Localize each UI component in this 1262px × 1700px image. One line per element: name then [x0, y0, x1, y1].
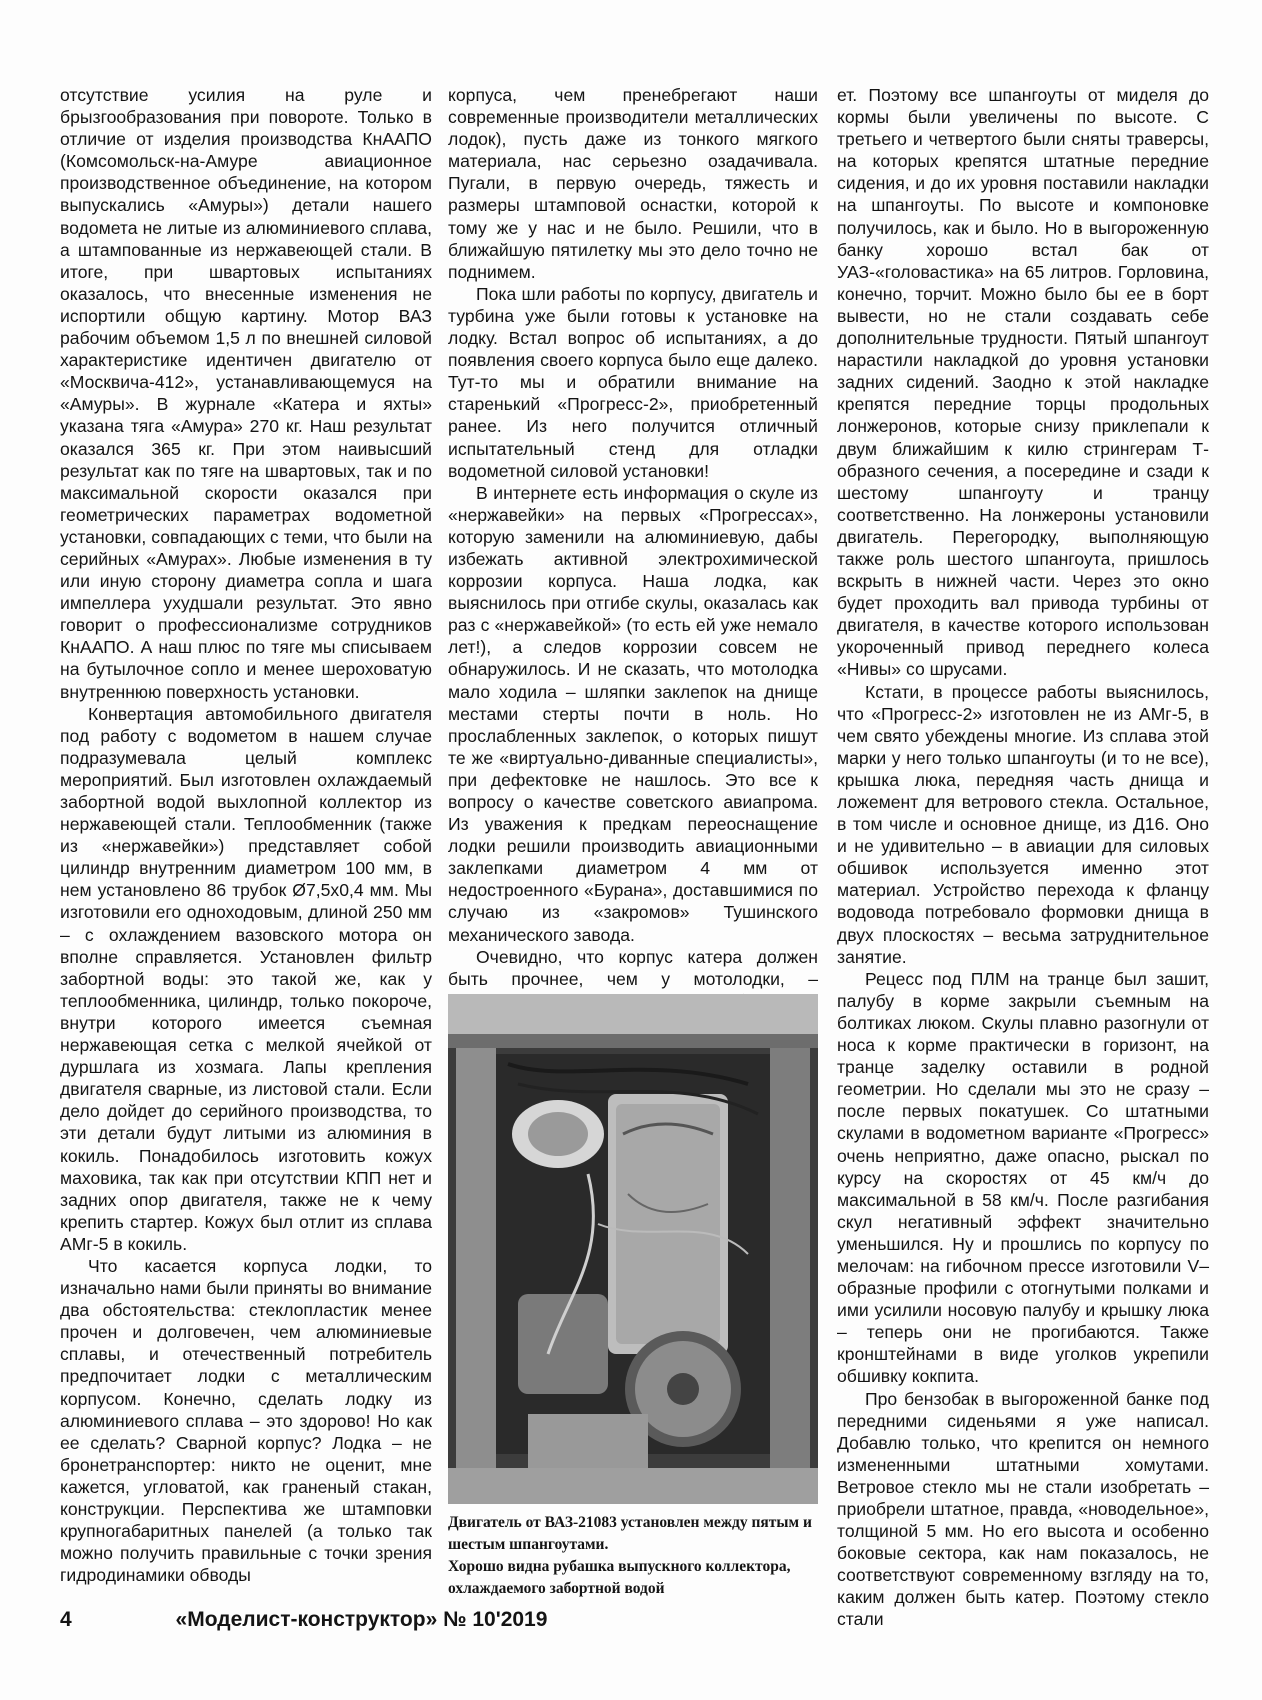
paragraph: корпуса, чем пренебрегают наши современные производители металлических лодок), пусть даже из тонкого мягкого материала, нас серьезно озадачивала. Пугали, в первую очередь, тяжесть и размеры штамповой оснастки, которой к тому же у нас и не было. Решили, что в ближайшую пятилетку мы это дело точно не поднимем.	[448, 85, 818, 282]
text-column-1	[60, 84, 432, 1586]
page-footer	[60, 1608, 547, 1632]
paragraph: Кстати, в процессе работы выяснилось, что «Прогресс-2» изготовлен не из АМг-5, в чем свято убеждены многие. Из сплава этой марки у него только шпангоуты (и то не все), крышка люка, передняя часть днища и ложемент для ветрового стекла. Остальное, в том числе и основное днище, из Д16. Оно и не удивительно – в авиации для силовых обшивок используется именно этот материал. Устройство перехода к фланцу водовода потребовало формовки днища в двух плоскостях – весьма затруднительное занятие.	[837, 681, 1209, 967]
paragraph: В интернете есть информация о скуле из «нержавейки» на первых «Прогрессах», которую заменили на алюминиевую, дабы избежать активной электрохимической коррозии корпуса. Наша лодка, как выяснилось при отгибе скулы, оказалась как раз с «нержавейкой» (то есть ей уже немало лет!), а следов коррозии совсем не обнаружилось. И не сказать, что мотолодка мало ходила – шляпки заклепок на днище местами стерты почти в ноль. Но прослабленных заклепок, о которых пишут те же «виртуально-диванные специалисты», при дефектовке не нашлось. Это все к вопросу о качестве советского авиапрома. Из уважения к предкам переоснащение лодки решили производить авиационными заклепками диаметром 4 мм от недостроенного «Бурана», доставшимися по случаю из «закромов» Тушинского механического завода.	[448, 482, 818, 945]
paragraph: ет. Поэтому все шпангоуты от миделя до кормы были увеличены по высоте. С третьего и четвертого были сняты траверсы, на которых крепятся штатные передние сидения, и до их уровня поставили накладки на шпангоуты. По высоте и компоновке получилось, как и было. Но в выгороженную банку хорошо встал бак от УАЗ-«головастика» на 65 литров. Горловина, конечно, торчит. Можно было бы ее в борт вывести, но не стали создавать себе дополнительные трудности. Пятый шпангоут нарастили накладкой до уровня установки задних сидений. Заодно к этой накладке крепятся передние торцы продольных лонжеронов, которые снизу приклепали к двум ближайшим к килю стрингерам Т-образного сечения, а посередине и сзади к шестому шпангоуту и транцу соответственно. На лонжероны установили двигатель. Перегородку, выполняющую также роль шестого шпангоута, пришлось вскрыть в нижней части. Через это окно будет проходить вал привода турбины от двигателя, в качестве которого использован укороченный привод переднего колеса «Нивы» со шрусами.	[837, 85, 1209, 680]
paragraph: отсутствие усилия на руле и брызгообразования при повороте. Только в отличие от изделия производства КнААПО (Комсомольск-на-Амуре авиационное производственное объединение, на котором выпускались «Амуры») детали нашего водомета не литые из алюминиевого сплава, а штампованные из нержавеющей стали. В итоге, при швартовых испытаниях оказалось, что внесенные изменения не испортили общую картину. Мотор ВАЗ рабочим объемом 1,5 л по внешней силовой характеристике идентичен двигателю от «Москвича-412», устанавливающемуся на «Амуры». В журнале «Катера и яхты» указана тяга «Амура» 270 кг. Наш результат оказался 365 кг. При этом наивысший результат как по тяге на швартовых, так и по максимальной скорости оказался при геометрических параметрах водометной установки, совпадающих с теми, что были на серийных «Амурах». Любые изменения в ту или иную сторону диаметра сопла и шага импеллера ухудшали результат. Это явно говорит о профессионализме сотрудников КнААПО. А наш плюс по тяге мы списываем на бутылочное сопло и менее шероховатую внутреннюю поверхность установки.	[60, 85, 432, 702]
text-column-3	[837, 84, 1209, 1631]
magazine-issue: «Моделист-конструктор» № 10'2019	[175, 1608, 548, 1631]
caption-line-2: Хорошо видна рубашка выпускного коллектора, охлаждаемого забортной водой	[448, 1558, 791, 1597]
paragraph: Про бензобак в выгороженной банке под передними сиденьями я уже написал. Добавлю только, что крепится он немного измененными штатными хомутами. Ветровое стекло мы не стали изобретать – приобрели штатное, правда, «новодельное», толщиной 5 мм. Но его высота и особенно боковые сектора, как нам показалось, не соответствуют современному взгляду на то, каким должен быть катер. Поэтому стекло стали	[837, 1388, 1209, 1630]
paragraph: Рецесс под ПЛМ на транце был зашит, палубу в корме закрыли съемным на болтиках люком. Скулы плавно разогнули от носа к корме практически в горизонт, на транце заделку оставили в родной геометрии. Но сделали мы это не сразу – после первых покатушек. Со штатными скулами в водометном варианте «Прогресс» очень неприятно, даже опасно, рыскал по курсу на скоростях от 45 км/ч до максимальной в 58 км/ч. После разгибания скул негативный эффект значительно уменьшился. Ну и прошлись по корпусу по мелочам: на гибочном прессе изготовили V–образные профили с отогнутыми полками и ими усилили носовую палубу и крышку люка – теперь они не прогибаются. Также кронштейнами в виде уголков укрепили обшивку кокпита.	[837, 968, 1209, 1387]
paragraph: Пока шли работы по корпусу, двигатель и турбина уже были готовы к установке на лодку. Встал вопрос об испытаниях, а до появления своего корпуса было еще далеко. Тут-то мы и обратили внимание на старенький «Прогресс-2», приобретенный ранее. Из него получится отличный испытательный стенд для отладки водометной силовой установки!	[448, 283, 818, 481]
page-number: 4	[60, 1608, 72, 1631]
paragraph: Очевидно, что корпус катера должен быть прочнее, чем у мотолодки, –	[448, 946, 818, 989]
engine-photo	[448, 994, 818, 1504]
text-column-2	[448, 84, 818, 1012]
paragraph: Что касается корпуса лодки, то изначально нами были приняты во внимание два обстоятельства: стеклопластик менее прочен и долговечен, чем алюминиевые сплавы, и отечественный потребитель предпочитает лодки с металлическим корпусом. Конечно, сделать лодку из алюминиевого сплава – это здорово! Но как ее сделать? Сварной корпус? Лодка – не бронетранспортер: никто не оценит, мне кажется, угловатой, как граненый стакан, конструкции. Перспектива же штамповки крупногабаритных панелей (а только так можно получить правильные с точки зрения гидродинамики обводы	[60, 1255, 432, 1586]
paragraph: Конвертация автомобильного двигателя под работу с водометом в нашем случае подразумевала целый комплекс мероприятий. Был изготовлен охлаждаемый забортной водой выхлопной коллектор из нержавеющей стали. Теплообменник (также из «нержавейки») представляет собой цилиндр внутренним диаметром 100 мм, в нем установлено 86 трубок Ø7,5х0,4 мм. Мы изготовили его одноходовым, длиной 250 мм – с охлаждением вазовского мотора он вполне справляется. Установлен фильтр забортной воды: это такой же, как у теплообменника, цилиндр, только покороче, внутри которого имеется съемная нержавеющая сетка с мелкой ячейкой от дуршлага из хозмага. Лапы крепления двигателя сварные, из листовой стали. Если дело дойдет до серийного производства, то эти детали будут литыми из алюминия в кокиль. Понадобилось изготовить кожух маховика, так как при отсутствии КПП нет и задних опор двигателя, также не к чему крепить стартер. Кожух был отлит из сплава АМг-5 в кокиль.	[60, 703, 432, 1254]
photo-caption	[448, 1512, 818, 1600]
caption-line-1: Двигатель от ВАЗ-21083 установлен между пятым и шестым шпангоутами.	[448, 1514, 812, 1553]
